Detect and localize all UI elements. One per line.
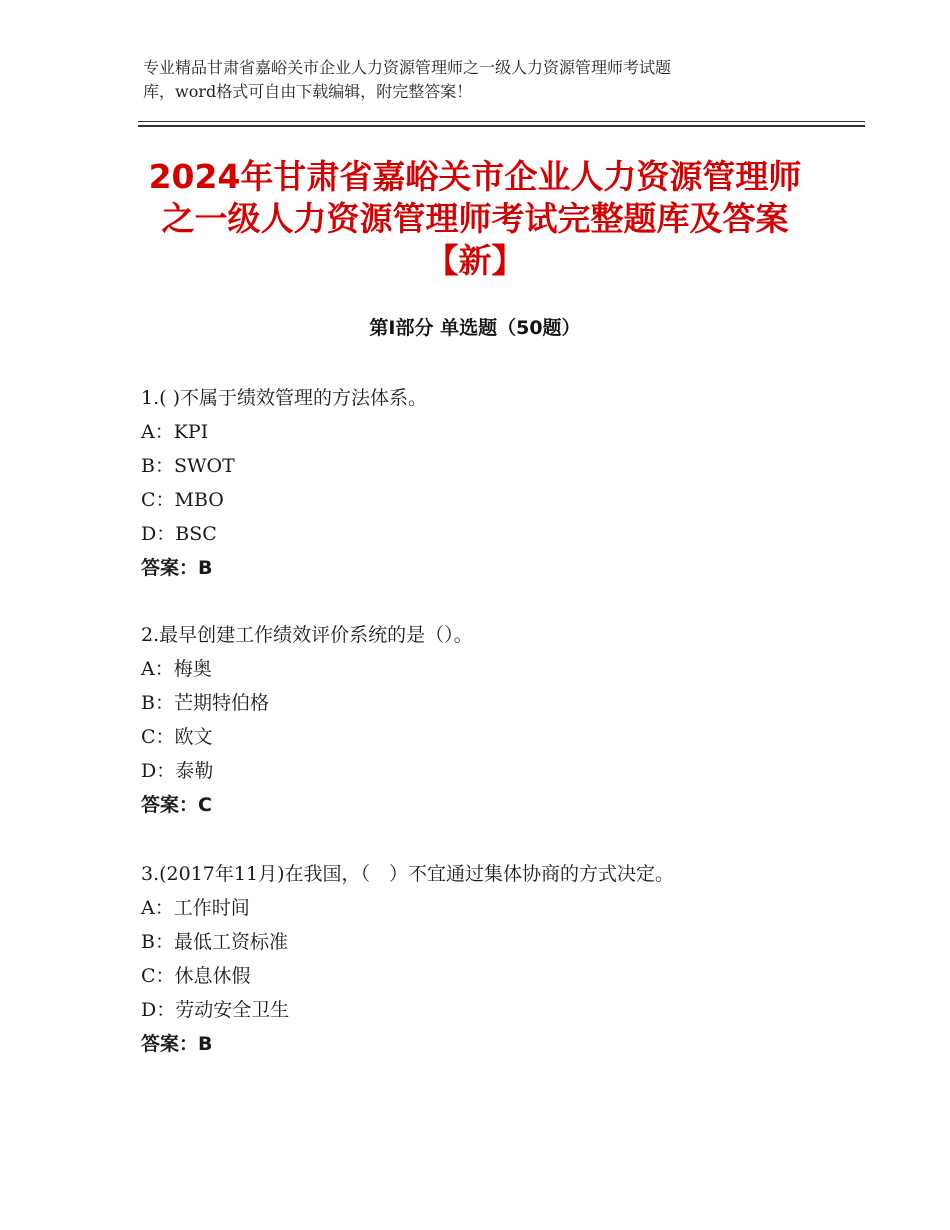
option-d: D：劳动安全卫生	[141, 999, 290, 1021]
option-b: B：SWOT	[141, 455, 235, 477]
option-a: A：梅奥	[141, 658, 212, 680]
question-stem: 3.(2017年11月)在我国，（ ）不宜通过集体协商的方式决定。	[141, 863, 674, 885]
document-title	[120, 156, 830, 282]
question-stem: 1.( )不属于绩效管理的方法体系。	[141, 387, 427, 409]
header-note-line-2: 库，word格式可自由下载编辑，附完整答案！	[143, 82, 473, 101]
option-d: D：泰勒	[141, 760, 214, 782]
question-stem: 2.最早创建工作绩效评价系统的是（）。	[141, 624, 473, 646]
header-divider	[138, 121, 865, 127]
answer: 答案：B	[141, 1033, 213, 1055]
option-a: A：KPI	[141, 421, 209, 443]
option-c: C：休息休假	[141, 965, 251, 987]
document-title-line-1: 2024年甘肃省嘉峪关市企业人力资源管理师	[148, 157, 802, 196]
option-d: D：BSC	[141, 523, 217, 545]
option-b: B：最低工资标准	[141, 931, 288, 953]
option-c: C：MBO	[141, 489, 224, 511]
question-1	[141, 381, 861, 585]
option-a: A：工作时间	[141, 897, 250, 919]
answer: 答案：C	[141, 794, 212, 816]
header-note-line-1: 专业精品甘肃省嘉峪关市企业人力资源管理师之一级人力资源管理师考试题	[143, 58, 672, 77]
option-c: C：欧文	[141, 726, 213, 748]
document-title-line-2: 之一级人力资源管理师考试完整题库及答案	[161, 199, 789, 238]
answer: 答案：B	[141, 557, 213, 579]
question-2	[141, 618, 861, 822]
section-title: 第Ⅰ部分 单选题（50题）	[369, 317, 581, 339]
header-note	[143, 56, 803, 104]
option-b: B：芒期特伯格	[141, 692, 269, 714]
document-title-line-3: 【新】	[425, 241, 525, 280]
question-3	[141, 857, 861, 1061]
